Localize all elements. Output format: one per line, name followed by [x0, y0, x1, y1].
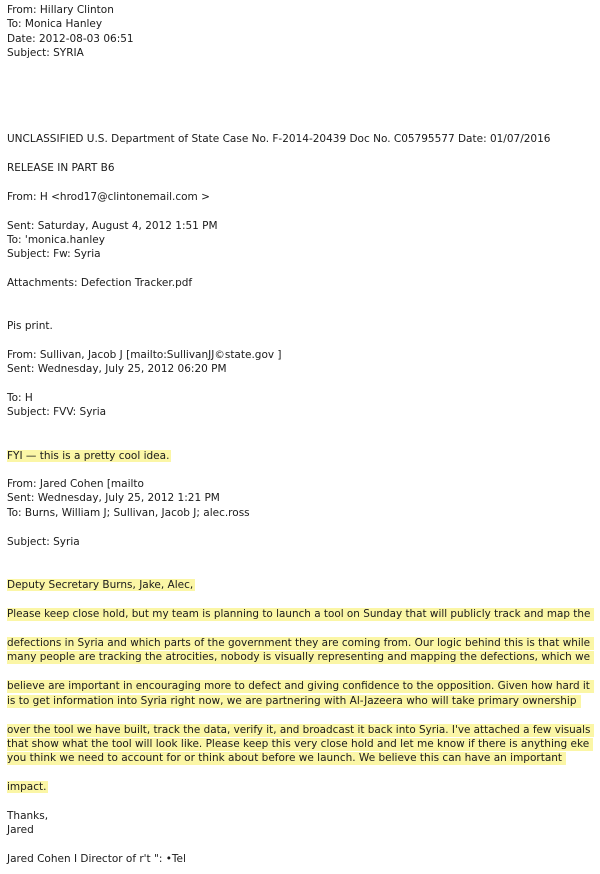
msg3-signature: Jared [7, 824, 34, 836]
header-from: From: Hillary Clinton [7, 4, 114, 16]
msg1-from: From: H <hrod17@clintonemail.com > [7, 191, 210, 203]
header-to: To: Monica Hanley [7, 18, 103, 30]
msg3-from: From: Jared Cohen [mailto [7, 478, 144, 490]
msg2-from: From: Sullivan, Jacob J [mailto:SullivanJJ©state.gov ] [7, 349, 282, 361]
body-line: impact. [7, 781, 47, 793]
msg3-signoff: Thanks, [7, 810, 49, 822]
body-line: you think we need to account for or think about before we launch. We believe this can have an important [7, 752, 566, 765]
msg3-subject: Subject: Syria [7, 536, 80, 548]
msg1-subject: Subject: Fw: Syria [7, 248, 101, 260]
msg3-sent: Sent: Wednesday, July 25, 2012 1:21 PM [7, 492, 220, 504]
body-line: that show what the tool will look like. Please keep this very close hold and let me know if there is anything eke [7, 738, 593, 751]
header-date: Date: 2012-08-03 06:51 [7, 33, 134, 45]
case-line: UNCLASSIFIED U.S. Department of State Case No. F-2014-20439 Doc No. C05795577 Date: 01/07/2016 [7, 133, 551, 145]
body-line: is to get information into Syria right now, we are partnering with Al-Jazeera who will take primary ownership [7, 695, 581, 708]
msg3-footer: Jared Cohen I Director of r't ": •Tel [7, 853, 186, 865]
msg2-subject: Subject: FVV: Syria [7, 406, 107, 418]
body-line: many people are tracking the atrocities, nobody is visually representing and mapping the defections, which we [7, 651, 594, 664]
msg2-to: To: H [7, 392, 33, 404]
msg3-to: To: Burns, William J; Sullivan, Jacob J; alec.ross [7, 507, 250, 519]
body-line: believe are important in encouraging more to defect and giving confidence to the opposition. Given how hard it [7, 680, 594, 693]
msg2-sent: Sent: Wednesday, July 25, 2012 06:20 PM [7, 363, 227, 375]
release-line: RELEASE IN PART B6 [7, 162, 115, 174]
msg2-body: FYI — this is a pretty cool idea. [7, 450, 170, 462]
body-line: Please keep close hold, but my team is planning to launch a tool on Sunday that will publicly track and map the [7, 608, 594, 621]
msg1-body: Pis print. [7, 320, 53, 332]
body-line: defections in Syria and which parts of the government they are coming from. Our logic behind this is that while [7, 637, 594, 650]
msg3-greeting: Deputy Secretary Burns, Jake, Alec, [7, 579, 194, 591]
msg1-sent: Sent: Saturday, August 4, 2012 1:51 PM [7, 220, 218, 232]
msg1-to: To: 'monica.hanley [7, 234, 105, 246]
body-line: over the tool we have built, track the data, verify it, and broadcast it back into Syria. I've attached a few visuals [7, 724, 594, 737]
msg1-attachments: Attachments: Defection Tracker.pdf [7, 277, 193, 289]
header-subject: Subject: SYRIA [7, 47, 84, 59]
